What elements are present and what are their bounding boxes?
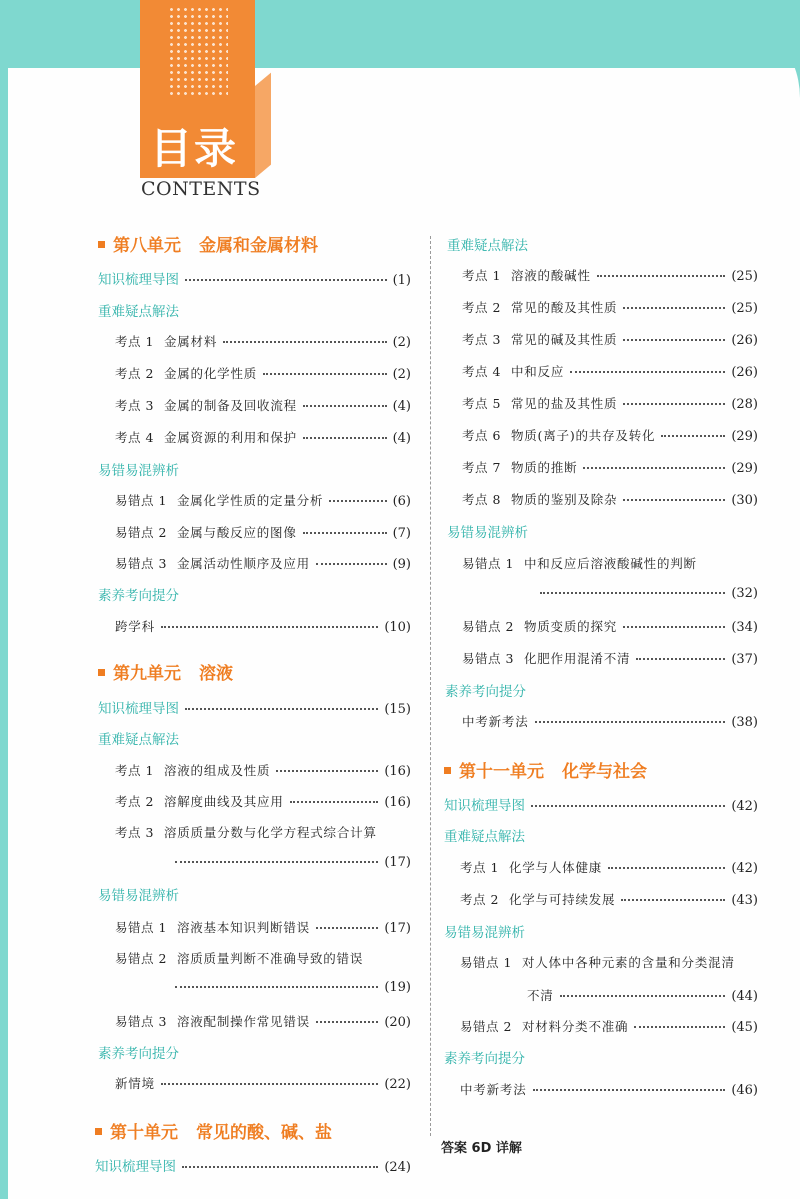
- unit-9-heading[interactable]: 第九单元 溶液: [98, 659, 233, 684]
- bullet-square-icon: [98, 669, 105, 676]
- page-subtitle: CONTENTS: [141, 178, 261, 200]
- toc-entry-u10-k2[interactable]: 考点 2 常见的酸及其性质 (25): [462, 300, 758, 316]
- toc-entry-u8-mindmap[interactable]: 知识梳理导图 (1): [98, 272, 411, 288]
- toc-entry-u10-k1[interactable]: 考点 1 溶液的酸碱性 (25): [462, 268, 758, 284]
- toc-entry-u11-s1[interactable]: 中考新考法 (46): [460, 1082, 758, 1098]
- answer-note: 答案 6D 详解: [441, 1141, 522, 1156]
- toc-entry-u10-s1[interactable]: 中考新考法 (38): [462, 714, 758, 730]
- toc-entry-u8-k4[interactable]: 考点 4 金属资源的利用和保护 (4): [115, 430, 411, 446]
- leader-dots: [185, 279, 387, 281]
- toc-entry-u10-k8[interactable]: 考点 8 物质的鉴别及除杂 (30): [462, 492, 758, 508]
- toc-entry-u10-k7[interactable]: 考点 7 物质的推断 (29): [462, 460, 758, 476]
- toc-entry-u8-e1[interactable]: 易错点 1 金属化学性质的定量分析 (6): [115, 493, 411, 509]
- section-heading: 重难疑点解法: [447, 238, 528, 254]
- section-heading: 易错易混辨析: [444, 925, 525, 941]
- toc-entry-u8-k2[interactable]: 考点 2 金属的化学性质 (2): [115, 366, 411, 382]
- toc-entry-u8-e2[interactable]: 易错点 2 金属与酸反应的图像 (7): [115, 525, 411, 541]
- toc-entry-u9-mindmap[interactable]: 知识梳理导图 (15): [98, 701, 411, 717]
- toc-entry-u11-e2[interactable]: 易错点 2 对材料分类不准确 (45): [460, 1019, 758, 1035]
- unit-11-heading[interactable]: 第十一单元 化学与社会: [444, 757, 647, 782]
- toc-entry-u10-e2[interactable]: 易错点 2 物质变质的探究 (34): [462, 619, 758, 635]
- toc-entry-u8-e3[interactable]: 易错点 3 金属活动性顺序及应用 (9): [115, 556, 411, 572]
- toc-entry-u11-e1-cont[interactable]: 不清 (44): [527, 988, 758, 1004]
- toc-entry-u9-e2-cont[interactable]: (19): [175, 980, 411, 995]
- column-divider: [430, 236, 431, 1136]
- toc-entry-u10-e1[interactable]: 易错点 1 中和反应后溶液酸碱性的判断: [462, 556, 697, 571]
- toc-entry-u9-e2[interactable]: 易错点 2 溶质质量判断不准确导致的错误: [115, 951, 364, 966]
- toc-entry-u9-k3-cont[interactable]: (17): [175, 855, 411, 870]
- toc-entry-u8-k1[interactable]: 考点 1 金属材料 (2): [115, 334, 411, 350]
- toc-entry-u9-k2[interactable]: 考点 2 溶解度曲线及其应用 (16): [115, 794, 411, 810]
- section-heading: 重难疑点解法: [444, 829, 525, 845]
- section-heading: 素养考向提分: [445, 684, 526, 700]
- toc-entry-u8-s1[interactable]: 跨学科 (10): [115, 619, 411, 635]
- unit-8-heading[interactable]: 第八单元 金属和金属材料: [98, 231, 318, 256]
- section-heading: 易错易混辨析: [98, 463, 179, 479]
- toc-entry-u11-k2[interactable]: 考点 2 化学与可持续发展 (43): [460, 892, 758, 908]
- title-banner-edge: [255, 73, 271, 178]
- toc-entry-u11-mindmap[interactable]: 知识梳理导图 (42): [444, 798, 758, 814]
- dot-pattern-decoration: [168, 6, 228, 98]
- section-heading: 重难疑点解法: [98, 732, 179, 748]
- toc-entry-u9-k3[interactable]: 考点 3 溶质质量分数与化学方程式综合计算: [115, 825, 377, 840]
- toc-entry-u10-k3[interactable]: 考点 3 常见的碱及其性质 (26): [462, 332, 758, 348]
- toc-entry-u9-k1[interactable]: 考点 1 溶液的组成及性质 (16): [115, 763, 411, 779]
- unit-10-heading[interactable]: 第十单元 常见的酸、碱、盐: [95, 1118, 332, 1143]
- section-heading: 素养考向提分: [444, 1051, 525, 1067]
- toc-entry-u10-k6[interactable]: 考点 6 物质(离子)的共存及转化 (29): [462, 428, 758, 444]
- toc-entry-u10-k5[interactable]: 考点 5 常见的盐及其性质 (28): [462, 396, 758, 412]
- section-heading: 重难疑点解法: [98, 304, 179, 320]
- section-heading: 素养考向提分: [98, 588, 179, 604]
- toc-entry-u10-e3[interactable]: 易错点 3 化肥作用混淆不清 (37): [462, 651, 758, 667]
- section-heading: 易错易混辨析: [447, 525, 528, 541]
- bullet-square-icon: [95, 1128, 102, 1135]
- toc-entry-u8-k3[interactable]: 考点 3 金属的制备及回收流程 (4): [115, 398, 411, 414]
- section-heading: 易错易混辨析: [98, 888, 179, 904]
- toc-entry-u10-e1-cont[interactable]: (32): [540, 586, 758, 601]
- bullet-square-icon: [444, 767, 451, 774]
- toc-entry-u10-mindmap[interactable]: 知识梳理导图 (24): [95, 1159, 411, 1175]
- toc-entry-u10-k4[interactable]: 考点 4 中和反应 (26): [462, 364, 758, 380]
- section-heading: 素养考向提分: [98, 1046, 179, 1062]
- toc-entry-u11-e1[interactable]: 易错点 1 对人体中各种元素的含量和分类混清: [460, 955, 735, 970]
- toc-entry-u9-e3[interactable]: 易错点 3 溶液配制操作常见错误 (20): [115, 1014, 411, 1030]
- toc-entry-u9-e1[interactable]: 易错点 1 溶液基本知识判断错误 (17): [115, 920, 411, 936]
- page-title: 目录: [150, 124, 239, 173]
- bullet-square-icon: [98, 241, 105, 248]
- toc-entry-u11-k1[interactable]: 考点 1 化学与人体健康 (42): [460, 860, 758, 876]
- toc-entry-u9-s1[interactable]: 新情境 (22): [115, 1076, 411, 1092]
